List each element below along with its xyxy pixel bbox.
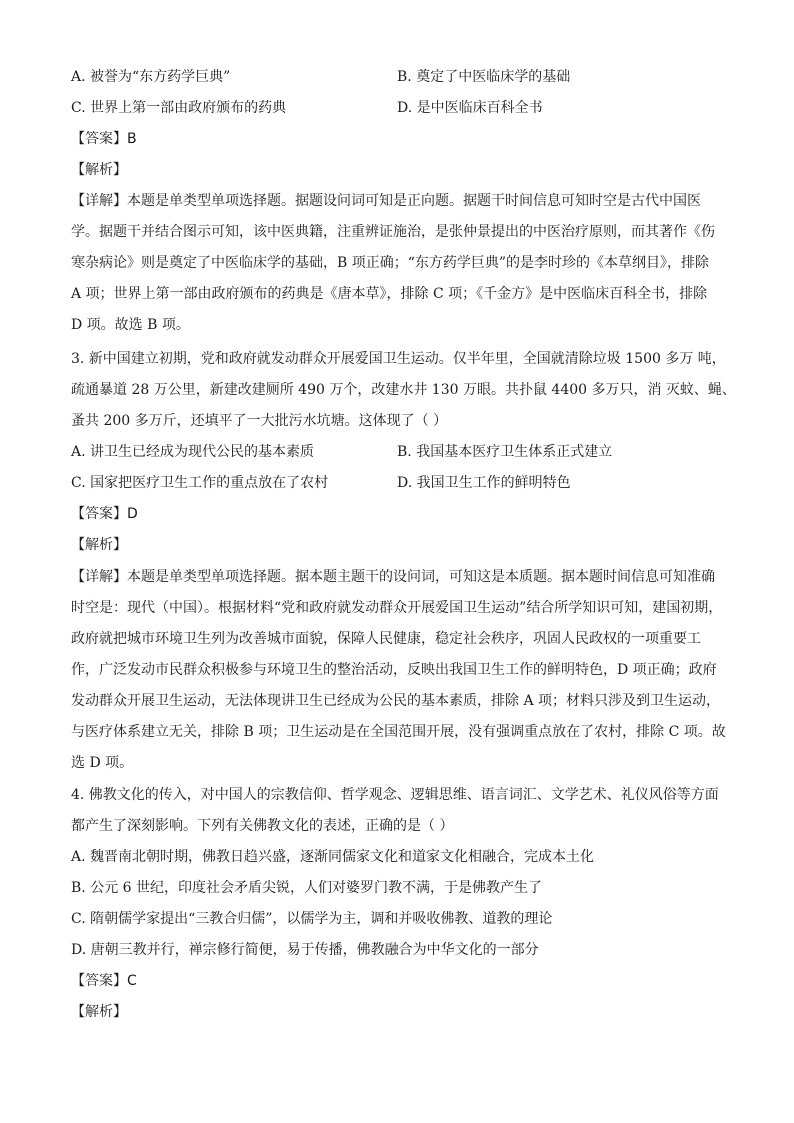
q2-answer: 【答案】B (71, 131, 137, 147)
q4-stem-line: 4. 佛教文化的传入，对中国人的宗教信仰、哲学观念、逻辑思维、语言词汇、文学艺术、礼仪风俗等方面 (71, 787, 719, 803)
q2-analysis-label: 【解析】 (71, 162, 127, 178)
q3-stem-line: 蚤共 200 多万斤，还填平了一大批污水坑塘。这体现了（ ） (71, 413, 448, 429)
q3-detail-line: 作，广泛发动市民群众积极参与环境卫生的整治活动，反映出我国卫生工作的鲜明特色，D 项正确；政府 (71, 662, 717, 678)
q3-stem-line: 疏通暴道 28 万公里，新建改建厕所 490 万个，改建水井 130 万眼。共扑鼠 4400 多万只，消 灭蚊、蝇、 (71, 382, 736, 398)
q3-detail-line: 与医疗体系建立无关，排除 B 项；卫生运动是在全国范围开展，没有强调重点放在了农村，排除 C 项。故 (71, 724, 726, 740)
q3-detail-line: 时空是：现代（中国）。根据材料“党和政府就发动群众开展爱国卫生运动”结合所学知识可知，建国初期， (71, 600, 723, 616)
q3-option-a: A. 讲卫生已经成为现代公民的基本素质 (71, 444, 315, 460)
q4-stem-line: 都产生了深刻影响。下列有关佛教文化的表述，正确的是（ ） (71, 818, 454, 834)
q2-detail-line: A 项；世界上第一部由政府颁布的药典是《唐本草》，排除 C 项；《千金方》是中医临床百科全书，排除 (71, 286, 708, 302)
q3-option-d: D. 我国卫生工作的鲜明特色 (397, 475, 571, 491)
q4-option-d: D. 唐朝三教并行，禅宗修行简便，易于传播，佛教融合为中华文化的一部分 (71, 942, 539, 958)
q2-detail-line: 【详解】本题是单类型单项选择题。据题设问词可知是正向题。据题干时间信息可知时空是古代中国医 (71, 193, 701, 209)
q3-option-c: C. 国家把医疗卫生工作的重点放在了农村 (71, 475, 329, 491)
q2-option-b: B. 奠定了中医临床学的基础 (397, 69, 571, 85)
q3-stem-line: 3. 新中国建立初期，党和政府就发动群众开展爱国卫生运动。仅半年里，全国就清除垃圾 1500 多万 吨， (71, 351, 726, 367)
q4-option-b: B. 公元 6 世纪，印度社会矛盾尖锐，人们对婆罗门教不满，于是佛教产生了 (71, 880, 542, 896)
q2-detail-line: D 项。故选 B 项。 (71, 317, 190, 333)
q4-analysis-label: 【解析】 (71, 1004, 127, 1020)
q4-answer: 【答案】C (71, 973, 137, 989)
q2-option-c: C. 世界上第一部由政府颁布的药典 (71, 100, 287, 116)
q2-detail-line: 寒杂病论》则是奠定了中医临床学的基础，B 项正确；“东方药学巨典”的是李时珍的《本草纲目》，排除 (71, 255, 710, 271)
q3-detail-line: 政府就把城市环境卫生列为改善城市面貌，保障人民健康，稳定社会秩序，巩固人民政权的一项重要工 (71, 631, 701, 647)
q4-option-a: A. 魏晋南北朝时期，佛教日趋兴盛，逐渐同儒家文化和道家文化相融合，完成本土化 (71, 849, 595, 865)
q2-option-a: A. 被誉为“东方药学巨典” (71, 69, 231, 85)
q4-option-c: C. 隋朝儒学家提出“三教合归儒”，以儒学为主，调和并吸收佛教、道教的理论 (71, 911, 553, 927)
q2-detail-line: 学。据题干并结合图示可知，该中医典籍，注重辨证施治，是张仲景提出的中医治疗原则，而其著作《伤 (71, 224, 715, 240)
q2-option-d: D. 是中医临床百科全书 (397, 100, 543, 116)
q3-detail-line: 发动群众开展卫生运动，无法体现讲卫生已经成为公民的基本素质，排除 A 项；材料只涉及到卫生运动， (71, 693, 721, 709)
q3-analysis-label: 【解析】 (71, 537, 127, 553)
q3-option-b: B. 我国基本医疗卫生体系正式建立 (397, 444, 613, 460)
q3-answer: 【答案】D (71, 506, 138, 522)
q3-detail-line: 选 D 项。 (71, 755, 134, 771)
q3-detail-line: 【详解】本题是单类型单项选择题。据本题主题干的设问词，可知这是本质题。据本题时间信息可知准确 (71, 569, 715, 585)
